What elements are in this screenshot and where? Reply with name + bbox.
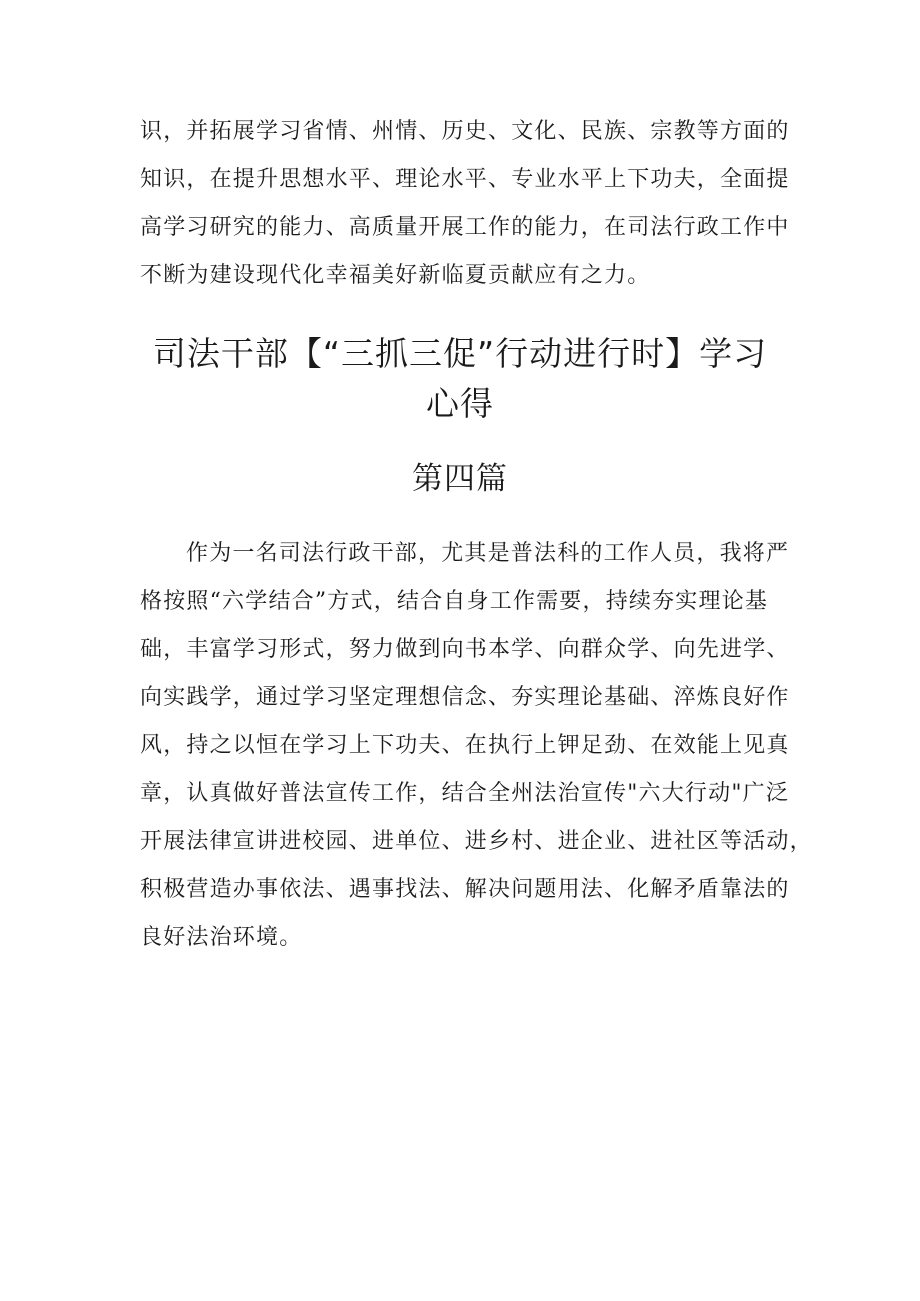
body-line-5: 风，持之以恒在学习上下功夫、在执行上钾足劲、在效能上见真 xyxy=(140,733,790,758)
section-title-line-2: 心得 xyxy=(426,384,494,423)
intro-line-4: 不断为建设现代化幸福美好新临夏贡献应有之力。 xyxy=(140,263,651,288)
body-line-3: 础，丰富学习形式，努力做到向书本学、向群众学、向先进学、 xyxy=(140,637,790,662)
section-subtitle: 第四篇 xyxy=(412,461,508,497)
section-title-line-1: 司法干部【“三抓三促”行动进行时】学习 xyxy=(152,334,768,373)
body-line-1: 作为一名司法行政干部，尤其是普法科的工作人员，我将严 xyxy=(186,541,790,566)
body-line-6: 章，认真做好普法宣传工作，结合全州法治宣传"六大行动"广泛 xyxy=(140,781,790,806)
intro-line-1: 识，并拓展学习省情、州情、历史、文化、民族、宗教等方面的 xyxy=(140,119,790,144)
intro-line-3: 高学习研究的能力、高质量开展工作的能力，在司法行政工作中 xyxy=(140,215,790,240)
body-line-4: 向实践学，通过学习坚定理想信念、夯实理论基础、淬炼良好作 xyxy=(140,685,790,710)
body-line-9: 良好法治环境。 xyxy=(140,925,303,950)
body-line-2: 格按照“六学结合”方式，结合自身工作需要，持续夯实理论基 xyxy=(140,589,769,614)
body-line-8: 积极营造办事依法、遇事找法、解决问题用法、化解矛盾靠法的 xyxy=(140,877,790,902)
body-line-7: 开展法律宣讲进校园、进单位、进乡村、进企业、进社区等活动， xyxy=(140,829,813,854)
intro-line-2: 知识，在提升思想水平、理论水平、专业水平上下功夫，全面提 xyxy=(140,167,790,192)
